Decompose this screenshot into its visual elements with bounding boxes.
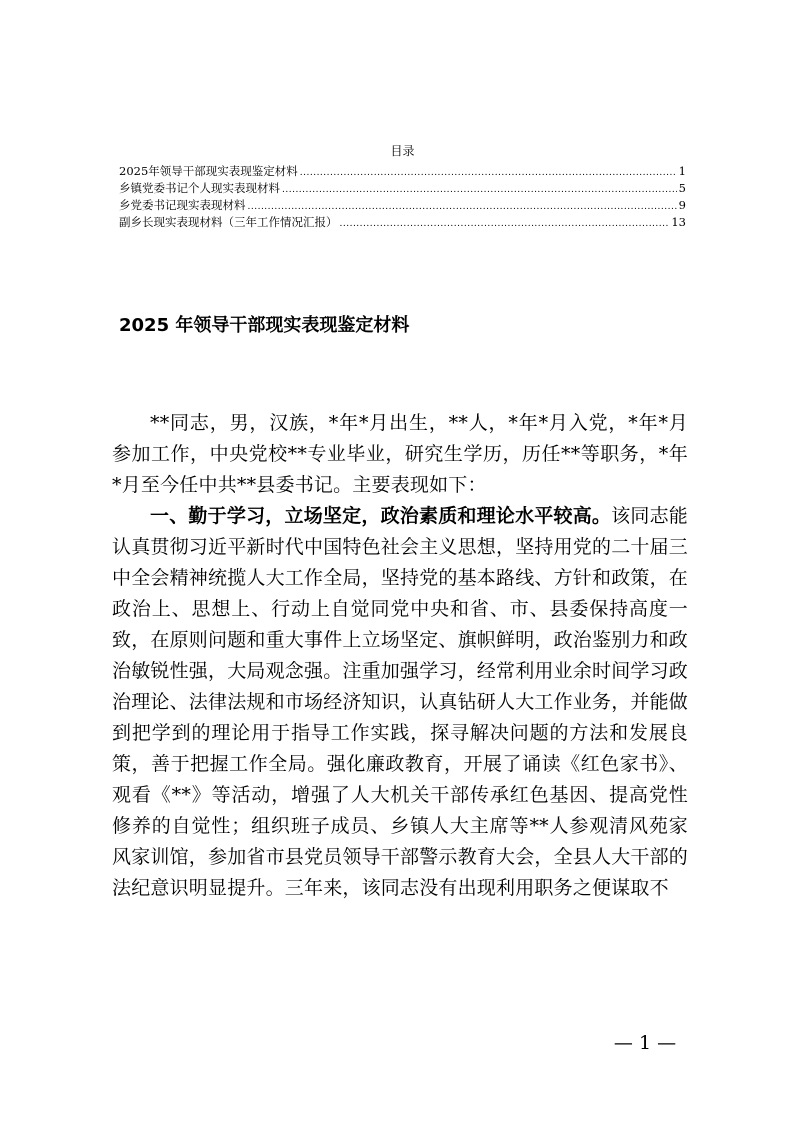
toc-leader-dots (300, 165, 677, 180)
toc-entry-page: 13 (671, 215, 686, 229)
table-of-contents (119, 142, 686, 231)
page-number: — 1 — (613, 1032, 677, 1054)
toc-leader-dots (248, 199, 677, 214)
section-1-heading: 一、勤于学习，立场坚定，政治素质和理论水平较高。 (150, 505, 612, 527)
toc-entry[interactable] (119, 163, 686, 180)
intro-paragraph: **同志，男，汉族，*年*月出生，**人，*年*月入党，*年*月参加工作，中央党校**专业毕业，研究生学历，历任**等职务，*年*月至今任中共**县委书记。主要表现如下： (112, 412, 688, 496)
document-body (112, 408, 688, 904)
toc-entry-title: 乡镇党委书记个人现实表现材料 (119, 181, 280, 195)
toc-entry[interactable] (119, 180, 686, 197)
document-title: 2025 年领导干部现实表现鉴定材料 (119, 315, 410, 336)
toc-entry[interactable] (119, 197, 686, 214)
toc-leader-dots (282, 182, 677, 197)
section-1-paragraph (112, 501, 688, 904)
section-1-body: 该同志能认真贯彻习近平新时代中国特色社会主义思想，坚持用党的二十届三中全会精神统揽人大工作全局，坚持党的基本路线、方针和政策，在政治上、思想上、行动上自觉同党中央和省、市、县委保持高度一致，在原则问题和重大事件上立场坚定、旗帜鲜明，政治鉴别力和政治敏锐性强，大局观念强。注重加强学习，经常利用业余时间学习政治理论、法律法规和市场经济知识，认真钻研人大工作业务，并能做到把学到的理论用于指导工作实践，探寻解决问题的方法和发展良策，善于把握工作全局。强化廉政教育，开展了诵读《红色家书》、观看《**》等活动，增强了人大机关干部传承红色基因、提高党性修养的自觉性；组织班子成员、乡镇人大主席等**人参观清风苑家风家训馆，参加省市县党员领导干部警示教育大会，全县人大干部的法纪意识明显提升。三年来，该同志没有出现利用职务之便谋取不 (112, 505, 689, 899)
toc-entry-title: 乡党委书记现实表现材料 (119, 198, 246, 212)
toc-entry-page: 5 (678, 181, 686, 195)
toc-entry[interactable] (119, 214, 686, 231)
toc-entry-page: 9 (678, 198, 686, 212)
toc-entry-title: 副乡长现实表现材料（三年工作情况汇报） (119, 215, 338, 229)
toc-title: 目录 (390, 144, 415, 158)
toc-entry-page: 1 (678, 164, 686, 178)
toc-entry-title: 2025年领导干部现实表现鉴定材料 (119, 164, 298, 178)
toc-leader-dots (340, 216, 670, 231)
